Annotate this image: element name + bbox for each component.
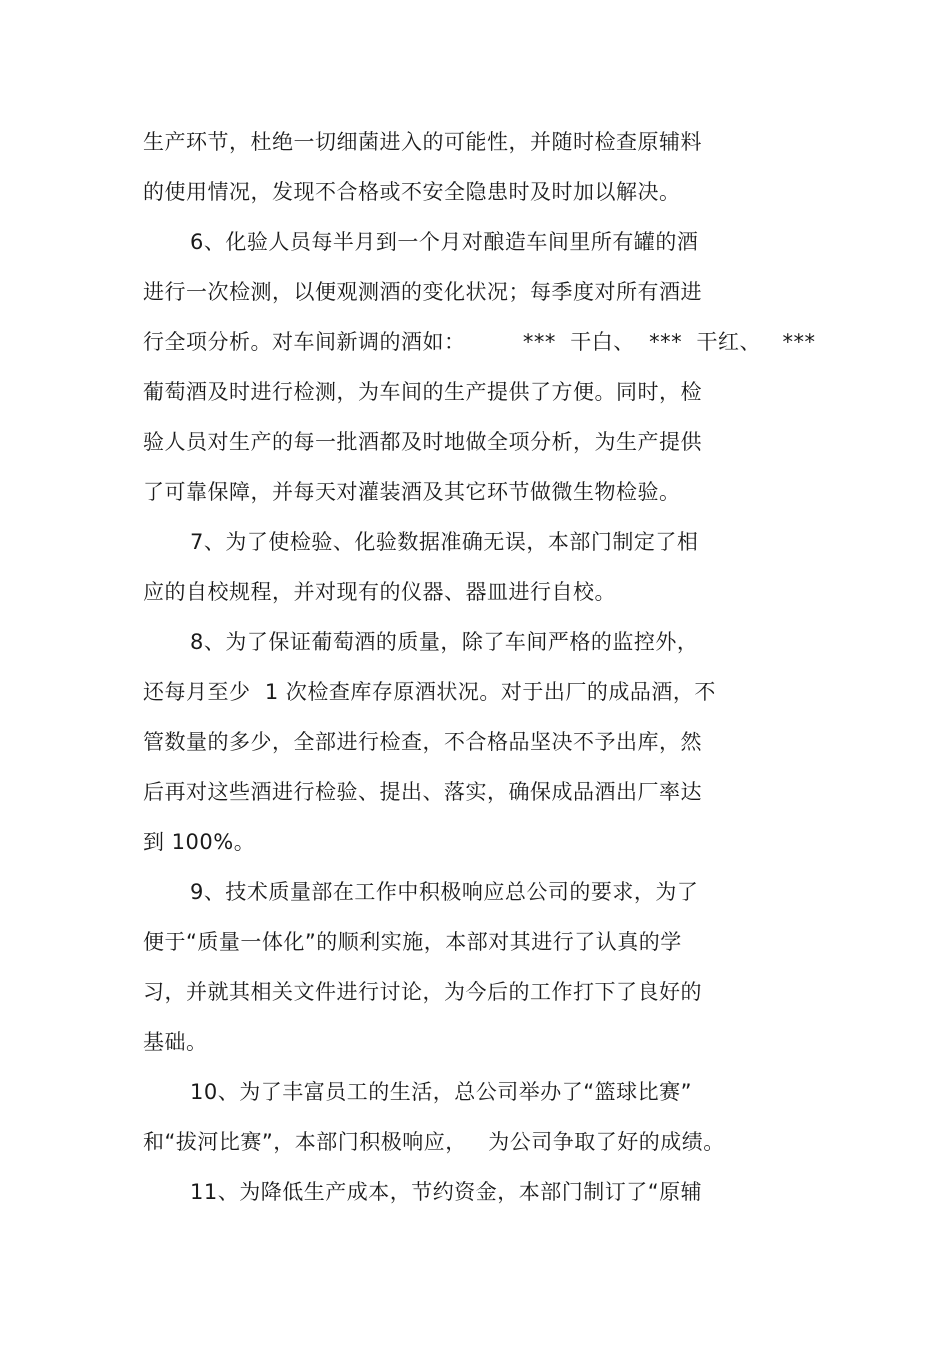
paragraph-8-start: 8、为了保证葡萄酒的质量，除了车间严格的监控外，: [190, 630, 699, 654]
text-line: 便于“质量一体化”的顺利实施，本部对其进行了认真的学: [143, 930, 682, 954]
text-line: 还每月至少 1 次检查库存原酒状况。对于出厂的成品酒，不: [143, 680, 716, 704]
text-line: 基础。: [143, 1030, 208, 1054]
text-line: 了可靠保障，并每天对灌装酒及其它环节做微生物检验。: [143, 480, 681, 504]
text-line: 葡萄酒及时进行检测，为车间的生产提供了方便。同时，检: [143, 380, 702, 404]
text-line: 管数量的多少，全部进行检查，不合格品坚决不予出库，然: [143, 730, 702, 754]
text-line: 生产环节，杜绝一切细菌进入的可能性，并随时检查原辅料: [143, 130, 702, 154]
paragraph-9-start: 9、技术质量部在工作中积极响应总公司的要求，为了: [190, 880, 699, 904]
text-line: 习，并就其相关文件进行讨论，为今后的工作打下了良好的: [143, 980, 702, 1004]
paragraph-11-start: 11、为降低生产成本，节约资金，本部门制订了“原辅: [190, 1180, 703, 1204]
text-line: 进行一次检测，以便观测酒的变化状况；每季度对所有酒进: [143, 280, 702, 304]
text-line: 和“拔河比赛”，本部门积极响应， 为公司争取了好的成绩。: [143, 1130, 725, 1154]
text-line: 到 100%。: [143, 830, 256, 854]
text-line: 的使用情况，发现不合格或不安全隐患时及时加以解决。: [143, 180, 681, 204]
paragraph-10-start: 10、为了丰富员工的生活，总公司举办了“篮球比赛”: [190, 1080, 692, 1104]
paragraph-6-start: 6、化验人员每半月到一个月对酿造车间里所有罐的酒: [190, 230, 699, 254]
paragraph-7-start: 7、为了使检验、化验数据准确无误，本部门制定了相: [190, 530, 699, 554]
text-line: 验人员对生产的每一批酒都及时地做全项分析，为生产提供: [143, 430, 702, 454]
text-line: 后再对这些酒进行检验、提出、落实，确保成品酒出厂率达: [143, 780, 702, 804]
text-line: 应的自校规程，并对现有的仪器、器皿进行自校。: [143, 580, 616, 604]
text-line: 行全项分析。对车间新调的酒如： *** 干白、 *** 干红、 ***: [143, 330, 816, 354]
